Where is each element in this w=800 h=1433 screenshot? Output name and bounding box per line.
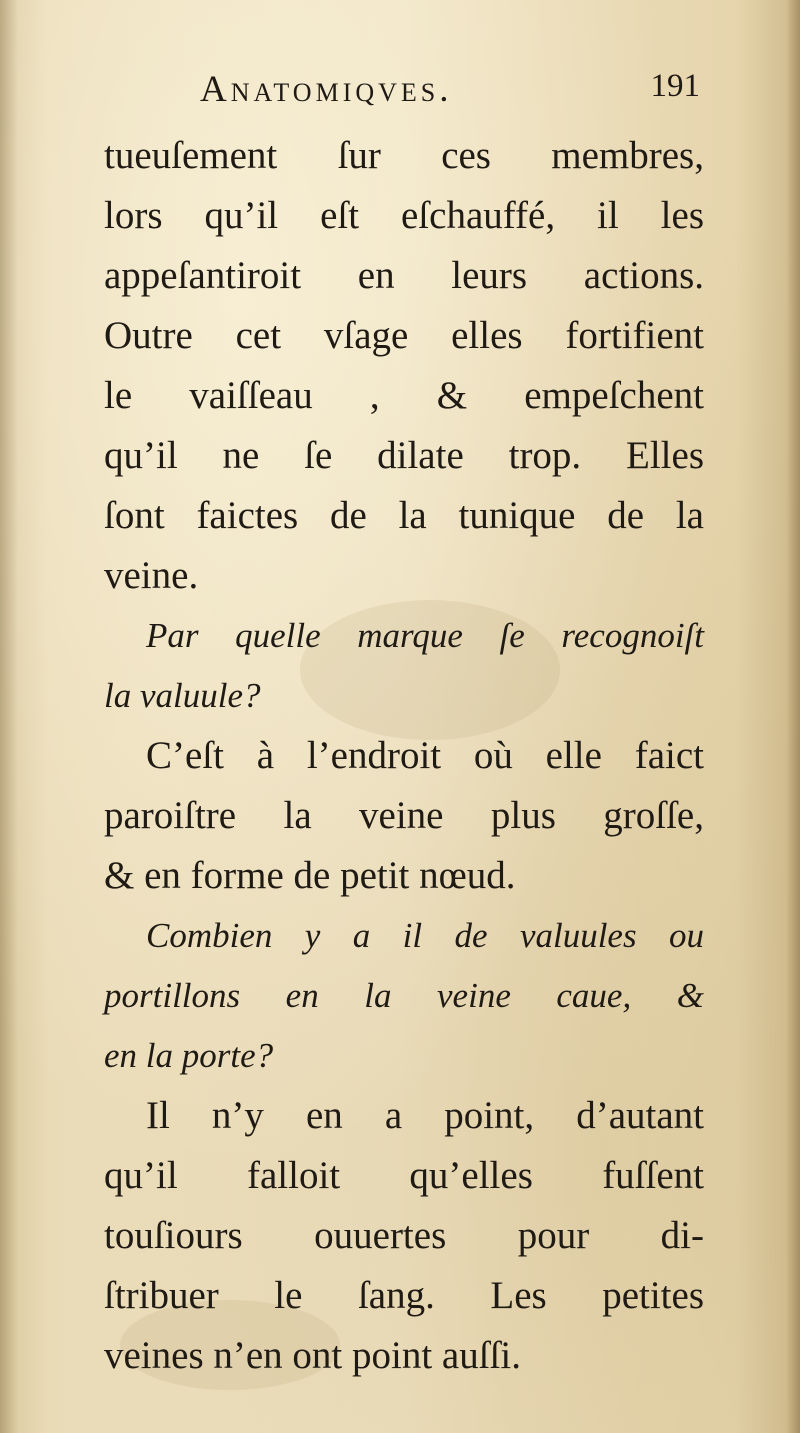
text-line: touſiours ouuertes pour di- [104, 1214, 704, 1257]
text-line: qu’il ne ſe dilate trop. Elles [104, 434, 704, 477]
text-line: ſont faictes de la tunique de la [104, 494, 704, 537]
page-header [200, 68, 700, 114]
text-line: le vaiſſeau , & empeſchent [104, 374, 704, 417]
text-line: Il n’y en a point, d’autant [146, 1094, 704, 1137]
text-line: & en forme de petit nœud. [104, 854, 516, 897]
text-line: Par quelle marque ſe recognoiſt [146, 616, 704, 655]
text-line: qu’il falloit qu’elles fuſſent [104, 1154, 704, 1197]
text-block [104, 126, 704, 1386]
text-line: appeſantiroit en leurs actions. [104, 254, 704, 297]
text-line: ſtribuer le ſang. Les petites [104, 1274, 704, 1317]
text-line: C’eſt à l’endroit où elle faict [146, 734, 704, 777]
text-line: Outre cet vſage elles fortifient [104, 314, 704, 357]
text-line: veine. [104, 554, 199, 597]
left-edge-shadow [0, 0, 18, 1433]
text-line: lors qu’il eſt eſchauffé, il les [104, 194, 704, 237]
right-edge-shadow [786, 0, 800, 1433]
text-line: portillons en la veine caue, & [104, 976, 704, 1015]
page-number: 191 [650, 68, 700, 104]
text-line: paroiſtre la veine plus groſſe, [104, 794, 704, 837]
text-line: Combien y a il de valuules ou [146, 916, 704, 955]
text-line: la valuule? [104, 676, 261, 715]
text-line: tueuſement ſur ces membres, [104, 134, 704, 177]
text-line: veines n’en ont point auſſi. [104, 1334, 522, 1377]
text-line: en la porte? [104, 1036, 274, 1075]
running-head: Anatomiqves. [200, 69, 453, 110]
